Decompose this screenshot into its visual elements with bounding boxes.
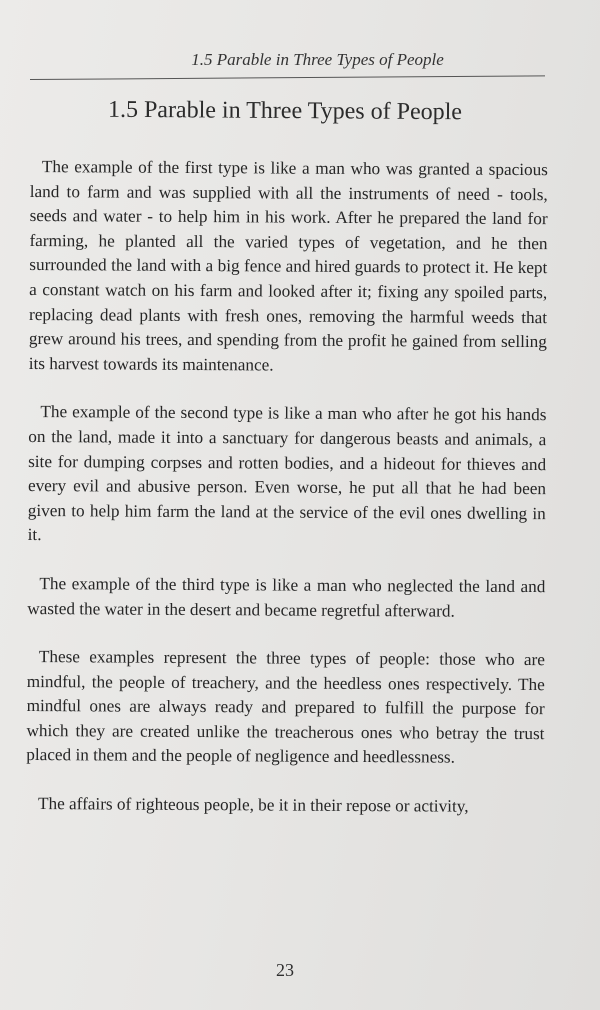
paragraph-third-type: The example of the third type is like a man who neglected the land and wasted the water in the desert and became regretful afterward. <box>27 573 546 621</box>
paragraph-first-type: The example of the first type is like a man who was granted a spacious land to farm and was supplied with all the instruments of need - tools, seeds and water - to help him in his work. After he prepared the land for farming, he planted all the varied types of vegetation, and he then surrounded the land with a big fence and hired guards to protect it. He kept a constant watch on his farm and looked after it; fixing any spoiled parts, replacing dead plants with fresh ones, removing the harmful weeds that grew around his trees, and spending from the profit he gained from selling its harvest towards its maintenance. <box>28 157 548 375</box>
page-number: 23 <box>276 960 294 980</box>
body-text <box>26 155 548 844</box>
running-header: 1.5 Parable in Three Types of People <box>191 50 444 69</box>
paragraph-continuation: The affairs of righteous people, be it in their repose or activity, <box>37 794 469 816</box>
paragraph-second-type: The example of the second type is like a man who after he got his hands on the land, made it into a sanctuary for dangerous beasts and animals, a site for dumping corpses and rotten bodies, and a hideout for thieves and every evil and abusive person. Even worse, he put all that he had been given to help him farm the land at the service of the evil ones dwelling in it. <box>27 402 547 545</box>
header-rule <box>30 75 545 80</box>
paragraph-summary: These examples represent the three types of people: those who are mindful, the people of treachery, and the heedless ones respectively. The mindful ones are always ready and prepared to fulfill the purpose for which they are created unlike the treacherous ones who betray the trust placed in them and the people of negligence and heedlessness. <box>26 647 545 768</box>
section-title: 1.5 Parable in Three Types of People <box>107 96 463 126</box>
